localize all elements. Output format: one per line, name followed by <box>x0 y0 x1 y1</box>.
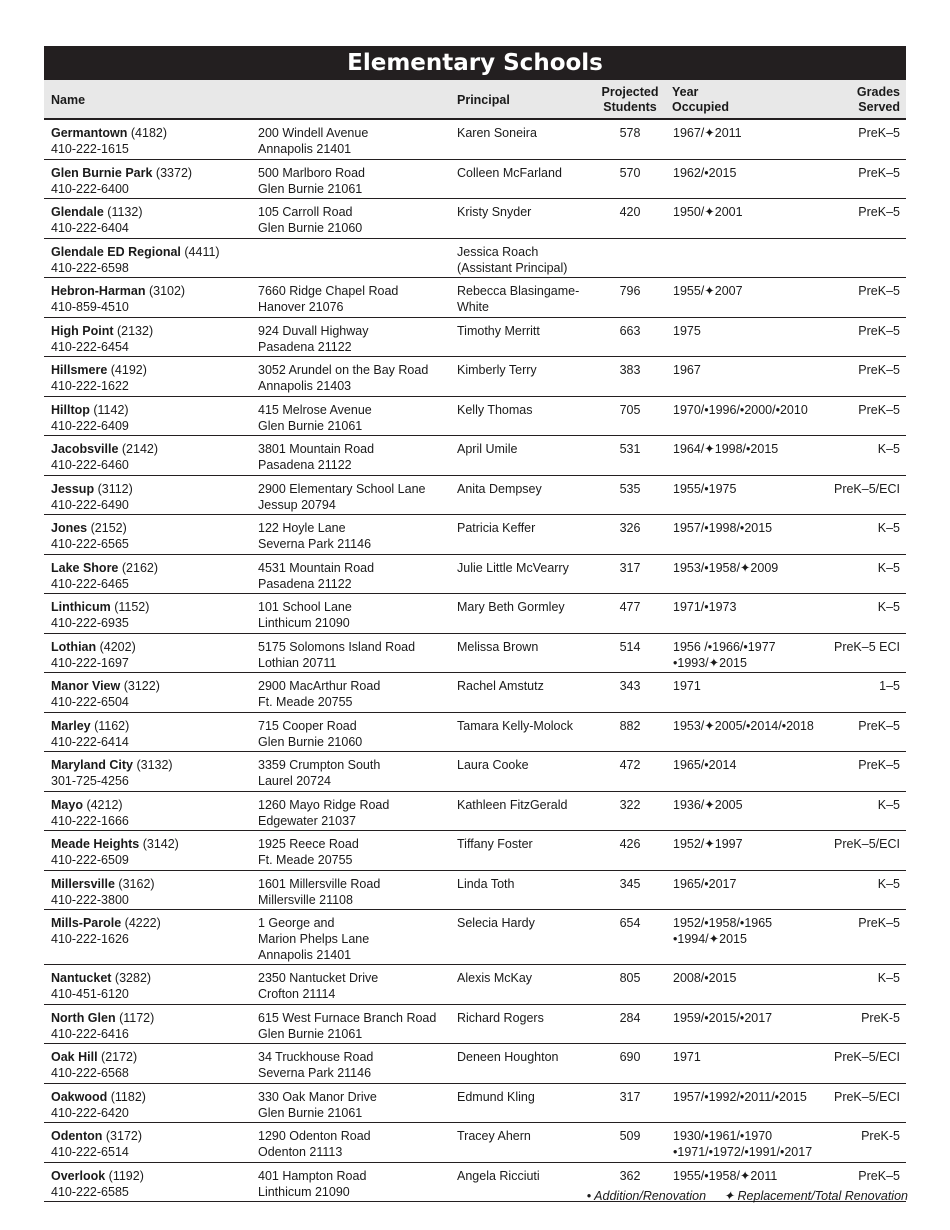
projected-students: 343 <box>619 679 641 693</box>
principal-name: Mary Beth Gormley <box>457 600 565 614</box>
principal-name: Angela Ricciuti <box>457 1168 540 1183</box>
projected-students: 570 <box>619 165 641 180</box>
year-occupied: 1953/•1958/✦2009 <box>673 560 779 575</box>
principal-name: Timothy Merritt <box>457 323 540 338</box>
school-address: 3801 Mountain Road Pasadena 21122 <box>258 442 375 472</box>
year-occupied: 1964/✦1998/•2015 <box>673 442 779 456</box>
school-address: 101 School Lane Linthicum 21090 <box>258 600 352 630</box>
school-name: Jacobsville <box>51 442 119 456</box>
school-name-cell <box>51 481 251 513</box>
grades-served: K–5 <box>877 797 900 812</box>
grades-served: PreK–5 <box>858 363 900 377</box>
principal-name: Tamara Kelly-Molock <box>457 718 574 733</box>
school-phone: 410-222-6598 <box>51 260 129 275</box>
projected-students: 663 <box>619 323 641 338</box>
school-phone: 410-222-6454 <box>51 339 129 354</box>
projected-students: 326 <box>619 521 641 535</box>
year-occupied: 2008/•2015 <box>673 971 737 985</box>
grades-served: PreK-5 <box>861 1129 900 1143</box>
school-name: Jones <box>51 521 88 535</box>
principal-name: Tiffany Foster <box>457 837 533 851</box>
school-phone: 410-222-6465 <box>51 576 129 591</box>
table-row <box>44 792 906 832</box>
school-name-cell <box>51 639 251 671</box>
school-address: 3052 Arundel on the Bay Road Annapolis 21403 <box>258 363 429 393</box>
school-phone: 410-222-6400 <box>51 181 129 196</box>
school-phone: 410-222-1666 <box>51 813 129 828</box>
school-name: Manor View <box>51 679 121 693</box>
school-address: 3359 Crumpton South Laurel 20724 <box>258 758 381 788</box>
table-row <box>44 278 906 318</box>
grades-served: K–5 <box>877 521 900 535</box>
projected-students: 426 <box>619 837 641 851</box>
principal-name: Kimberly Terry <box>457 363 537 377</box>
year-occupied: 1967/✦2011 <box>673 126 742 140</box>
school-address: 715 Cooper Road Glen Burnie 21060 <box>258 718 363 749</box>
school-name: Marley <box>51 718 91 733</box>
table-header <box>44 80 906 120</box>
school-name: Oak Hill <box>51 1050 98 1064</box>
school-address: 615 West Furnace Branch Road Glen Burnie 21061 <box>258 1010 437 1041</box>
legend <box>573 1188 908 1203</box>
principal-name: Kristy Snyder <box>457 205 532 219</box>
school-address: 1 George and Marion Phelps Lane Annapolis 21401 <box>258 916 370 962</box>
year-occupied: 1950/✦2001 <box>673 205 743 219</box>
school-name-cell <box>51 441 251 473</box>
table-row <box>44 515 906 555</box>
school-name-cell <box>51 876 251 908</box>
table-row <box>44 910 906 965</box>
school-name-cell <box>51 520 251 552</box>
year-occupied: 1955/✦2007 <box>673 284 743 298</box>
school-code: (3172) <box>105 1129 143 1143</box>
school-address: 1260 Mayo Ridge Road Edgewater 21037 <box>258 797 390 828</box>
school-code: (3282) <box>114 971 152 985</box>
school-name-cell <box>51 402 251 434</box>
school-name-cell <box>51 836 251 868</box>
school-address: 4531 Mountain Road Pasadena 21122 <box>258 560 375 591</box>
school-name: Overlook <box>51 1168 106 1183</box>
school-address: 2900 MacArthur Road Ft. Meade 20755 <box>258 679 381 709</box>
year-occupied: 1962/•2015 <box>673 165 737 180</box>
projected-students: 472 <box>619 758 641 772</box>
table-row <box>44 831 906 871</box>
header-principal: Principal <box>457 93 510 107</box>
principal-name: Melissa Brown <box>457 639 539 654</box>
school-phone: 410-222-3800 <box>51 892 129 907</box>
school-name: Lothian <box>51 639 100 654</box>
school-name: Hebron-Harman <box>51 284 146 298</box>
school-code: (1192) <box>108 1168 144 1183</box>
header-grades-served: Grades Served <box>856 85 900 114</box>
principal-name: Patricia Keffer <box>457 521 536 535</box>
school-code: (2162) <box>121 560 159 575</box>
grades-served: K–5 <box>877 876 900 891</box>
school-name: Nantucket <box>51 971 112 985</box>
year-occupied: 1952/✦1997 <box>673 837 743 851</box>
table-row <box>44 120 906 160</box>
school-name: Germantown <box>51 126 128 140</box>
school-name-cell <box>51 678 251 710</box>
year-occupied: 1970/•1996/•2000/•2010 <box>673 402 808 417</box>
school-phone: 410-859-4510 <box>51 300 129 314</box>
school-name-cell <box>51 1089 251 1121</box>
principal-name: Colleen McFarland <box>457 165 562 180</box>
table-row <box>44 1044 906 1084</box>
year-occupied: 1959/•2015/•2017 <box>673 1010 773 1025</box>
projected-students: 317 <box>619 560 641 575</box>
school-address: 105 Carroll Road Glen Burnie 21060 <box>258 205 363 235</box>
school-phone: 410-222-6509 <box>51 853 129 867</box>
school-code: (2142) <box>121 442 159 456</box>
grades-served: PreK–5/ECI <box>833 481 900 496</box>
projected-students: 654 <box>619 916 641 930</box>
projected-students: 362 <box>619 1168 641 1183</box>
school-code: (4182) <box>130 126 168 140</box>
school-code: (3102) <box>148 284 186 298</box>
page-title: Elementary Schools <box>44 46 906 80</box>
school-name: Glendale <box>51 205 104 219</box>
school-code: (2152) <box>90 521 127 535</box>
projected-students: 477 <box>619 600 641 614</box>
grades-served: PreK–5 ECI <box>833 639 900 654</box>
year-occupied: 1930/•1961/•1970 •1971/•1972/•1991/•2017 <box>673 1129 813 1159</box>
projected-students: 531 <box>619 442 641 456</box>
year-occupied: 1955/•1975 <box>673 481 737 496</box>
school-name: Glendale ED Regional <box>51 244 181 259</box>
school-name: Linthicum <box>51 600 111 614</box>
school-code: (3112) <box>97 481 133 496</box>
table-row <box>44 476 906 516</box>
school-name-cell <box>51 1049 251 1081</box>
grades-served: PreK–5 <box>858 402 900 417</box>
grades-served: PreK–5 <box>858 718 900 733</box>
header-name: Name <box>51 93 86 107</box>
table-row <box>44 1084 906 1124</box>
table-row <box>44 357 906 397</box>
projected-students: 882 <box>619 718 641 733</box>
year-occupied: 1971/•1973 <box>673 600 737 614</box>
grades-served: PreK–5 <box>858 323 900 338</box>
table-row <box>44 555 906 595</box>
table-row <box>44 160 906 200</box>
school-name-cell <box>51 204 251 236</box>
school-address: 415 Melrose Avenue Glen Burnie 21061 <box>258 402 372 433</box>
table-row <box>44 713 906 753</box>
principal-name: April Umile <box>457 442 518 456</box>
year-occupied: 1952/•1958/•1965 •1994/✦2015 <box>673 916 773 946</box>
school-code: (1152) <box>114 600 150 614</box>
school-name-cell <box>51 362 251 394</box>
school-code: (4411) <box>184 244 220 259</box>
school-name-cell <box>51 165 251 197</box>
school-name-cell <box>51 125 251 157</box>
projected-students: 578 <box>619 126 641 140</box>
year-occupied: 1955/•1958/✦2011 <box>673 1168 778 1183</box>
school-phone: 410-222-6568 <box>51 1066 129 1080</box>
header-projected-students: Projected Students <box>601 85 659 114</box>
grades-served: K–5 <box>877 600 900 614</box>
school-name-cell <box>51 915 251 947</box>
principal-name: Jessica Roach (Assistant Principal) <box>457 244 568 275</box>
school-phone: 410-222-6585 <box>51 1184 129 1199</box>
table-row <box>44 239 906 279</box>
school-address: 122 Hoyle Lane Severna Park 21146 <box>258 521 372 551</box>
school-phone: 410-222-1615 <box>51 142 129 156</box>
school-phone: 410-222-6416 <box>51 1026 129 1041</box>
principal-name: Karen Soneira <box>457 126 537 140</box>
school-name-cell <box>51 797 251 829</box>
school-name-cell <box>51 1168 251 1200</box>
school-phone: 410-451-6120 <box>51 987 129 1001</box>
school-phone: 410-222-6490 <box>51 497 129 512</box>
legend-replacement: ✦ Replacement/Total Renovation <box>723 1189 908 1203</box>
grades-served: PreK–5 <box>858 758 900 772</box>
school-code: (1162) <box>94 718 130 733</box>
school-code: (1132) <box>107 205 143 219</box>
table-row <box>44 752 906 792</box>
projected-students: 535 <box>619 481 641 496</box>
school-name: Oakwood <box>51 1089 108 1104</box>
school-name-cell <box>51 560 251 592</box>
school-name-cell <box>51 757 251 789</box>
school-phone: 410-222-6504 <box>51 695 129 709</box>
projected-students: 705 <box>619 402 641 417</box>
school-name: Glen Burnie Park <box>51 165 153 180</box>
school-phone: 410-222-6935 <box>51 616 129 630</box>
table-row <box>44 965 906 1005</box>
school-address: 7660 Ridge Chapel Road Hanover 21076 <box>258 284 399 314</box>
year-occupied: 1971 <box>673 1050 701 1064</box>
school-code: (2172) <box>101 1050 138 1064</box>
school-code: (4202) <box>99 639 136 654</box>
school-name-cell <box>51 970 251 1002</box>
school-phone: 301-725-4256 <box>51 774 129 788</box>
header-year-occupied: Year Occupied <box>672 85 729 114</box>
principal-name: Julie Little McVearry <box>457 560 569 575</box>
projected-students: 690 <box>619 1050 641 1064</box>
year-occupied: 1975 <box>673 323 701 338</box>
principal-name: Richard Rogers <box>457 1010 544 1025</box>
projected-students: 383 <box>619 363 641 377</box>
year-occupied: 1936/✦2005 <box>673 797 743 812</box>
grades-served: PreK-5 <box>861 1010 900 1025</box>
school-name: Mills-Parole <box>51 916 122 930</box>
school-phone: 410-222-6420 <box>51 1105 129 1120</box>
year-occupied: 1965/•2017 <box>673 876 737 891</box>
table-row <box>44 673 906 713</box>
grades-served: PreK–5/ECI <box>833 1050 900 1064</box>
school-name-cell <box>51 323 251 355</box>
school-address: 401 Hampton Road Linthicum 21090 <box>258 1168 367 1199</box>
grades-served: 1–5 <box>879 679 900 693</box>
school-code: (3372) <box>155 165 193 180</box>
school-name: Millersville <box>51 876 115 891</box>
school-code: (1142) <box>93 402 129 417</box>
grades-served: K–5 <box>877 442 900 456</box>
table-row <box>44 199 906 239</box>
year-occupied: 1953/✦2005/•2014/•2018 <box>673 718 814 733</box>
school-code: (4192) <box>110 363 147 377</box>
principal-name: Alexis McKay <box>457 971 533 985</box>
principal-name: Deneen Houghton <box>457 1050 559 1064</box>
grades-served: PreK–5/ECI <box>833 1089 900 1104</box>
principal-name: Rachel Amstutz <box>457 679 544 693</box>
year-occupied: 1965/•2014 <box>673 758 737 772</box>
school-code: (4212) <box>86 797 123 812</box>
school-name: Hillsmere <box>51 363 108 377</box>
projected-students: 322 <box>619 797 641 812</box>
principal-name: Kelly Thomas <box>457 402 533 417</box>
projected-students: 317 <box>619 1089 641 1104</box>
year-occupied: 1957/•1992/•2011/•2015 <box>673 1089 807 1104</box>
school-phone: 410-222-6460 <box>51 458 129 472</box>
principal-name: Tracey Ahern <box>457 1129 531 1143</box>
school-phone: 410-222-6409 <box>51 418 129 433</box>
table-row <box>44 871 906 911</box>
school-address: 5175 Solomons Island Road Lothian 20711 <box>258 639 416 670</box>
grades-served: PreK–5 <box>858 126 900 140</box>
legend-addition: • Addition/Renovation <box>586 1189 707 1203</box>
school-name: Maryland City <box>51 758 133 772</box>
projected-students: 509 <box>619 1129 641 1143</box>
grades-served: PreK–5 <box>858 205 900 219</box>
school-address: 34 Truckhouse Road Severna Park 21146 <box>258 1050 374 1080</box>
school-code: (1172) <box>119 1010 155 1025</box>
school-name: Meade Heights <box>51 837 140 851</box>
school-name: North Glen <box>51 1010 116 1025</box>
table-row <box>44 634 906 674</box>
school-name-cell <box>51 283 251 315</box>
projected-students: 805 <box>619 971 641 985</box>
table-row <box>44 318 906 358</box>
school-name: Odenton <box>51 1129 103 1143</box>
projected-students: 420 <box>619 205 641 219</box>
school-address: 500 Marlboro Road Glen Burnie 21061 <box>258 165 366 196</box>
principal-name: Selecia Hardy <box>457 916 535 930</box>
year-occupied: 1971 <box>673 679 701 693</box>
grades-served: K–5 <box>877 971 900 985</box>
year-occupied: 1967 <box>673 363 701 377</box>
table-row <box>44 594 906 634</box>
school-name: Lake Shore <box>51 560 119 575</box>
school-code: (3132) <box>136 758 173 772</box>
table-row <box>44 397 906 437</box>
school-phone: 410-222-1626 <box>51 932 129 946</box>
school-name: Hilltop <box>51 402 90 417</box>
school-phone: 410-222-6414 <box>51 734 129 749</box>
school-address: 924 Duvall Highway Pasadena 21122 <box>258 323 369 354</box>
school-name-cell <box>51 1128 251 1160</box>
school-address: 200 Windell Avenue Annapolis 21401 <box>258 126 369 156</box>
principal-name: Anita Dempsey <box>457 481 542 496</box>
year-occupied: 1957/•1998/•2015 <box>673 521 773 535</box>
projected-students: 796 <box>619 284 641 298</box>
school-address: 2900 Elementary School Lane Jessup 20794 <box>258 481 426 512</box>
school-name-cell <box>51 599 251 631</box>
year-occupied: 1956 /•1966/•1977 •1993/✦2015 <box>673 639 776 670</box>
school-code: (1182) <box>110 1089 146 1104</box>
grades-served: PreK–5/ECI <box>833 837 900 851</box>
grades-served: PreK–5 <box>858 916 900 930</box>
school-phone: 410-222-6565 <box>51 537 129 551</box>
school-address: 2350 Nantucket Drive Crofton 21114 <box>258 971 379 1001</box>
projected-students: 345 <box>619 876 641 891</box>
school-name: Mayo <box>51 797 83 812</box>
grades-served: PreK–5 <box>858 165 900 180</box>
school-name: High Point <box>51 323 114 338</box>
school-phone: 410-222-6404 <box>51 221 129 235</box>
school-name-cell <box>51 718 251 750</box>
school-code: (4222) <box>124 916 161 930</box>
principal-name: Laura Cooke <box>457 758 529 772</box>
school-address: 1290 Odenton Road Odenton 21113 <box>258 1129 371 1159</box>
projected-students: 284 <box>619 1010 641 1025</box>
grades-served: K–5 <box>877 560 900 575</box>
school-name-cell <box>51 1010 251 1042</box>
table-row <box>44 436 906 476</box>
school-address: 330 Oak Manor Drive Glen Burnie 21061 <box>258 1089 377 1120</box>
principal-name: Kathleen FitzGerald <box>457 797 568 812</box>
school-name: Jessup <box>51 481 95 496</box>
school-code: (3142) <box>142 837 179 851</box>
school-code: (3162) <box>118 876 155 891</box>
school-code: (2132) <box>116 323 154 338</box>
schools-table-body <box>44 120 906 1202</box>
principal-name: Edmund Kling <box>457 1089 535 1104</box>
school-phone: 410-222-1697 <box>51 655 129 670</box>
projected-students: 514 <box>619 639 641 654</box>
school-code: (3122) <box>123 679 160 693</box>
school-phone: 410-222-1622 <box>51 379 129 393</box>
grades-served: PreK–5 <box>858 284 900 298</box>
grades-served: PreK–5 <box>858 1168 900 1183</box>
school-address: 1925 Reece Road Ft. Meade 20755 <box>258 837 359 867</box>
principal-name: Rebecca Blasingame- White <box>457 284 580 314</box>
school-name-cell <box>51 244 251 276</box>
table-row <box>44 1123 906 1163</box>
school-address: 1601 Millersville Road Millersville 21108 <box>258 876 381 907</box>
table-row <box>44 1005 906 1045</box>
school-phone: 410-222-6514 <box>51 1145 129 1159</box>
principal-name: Linda Toth <box>457 876 515 891</box>
